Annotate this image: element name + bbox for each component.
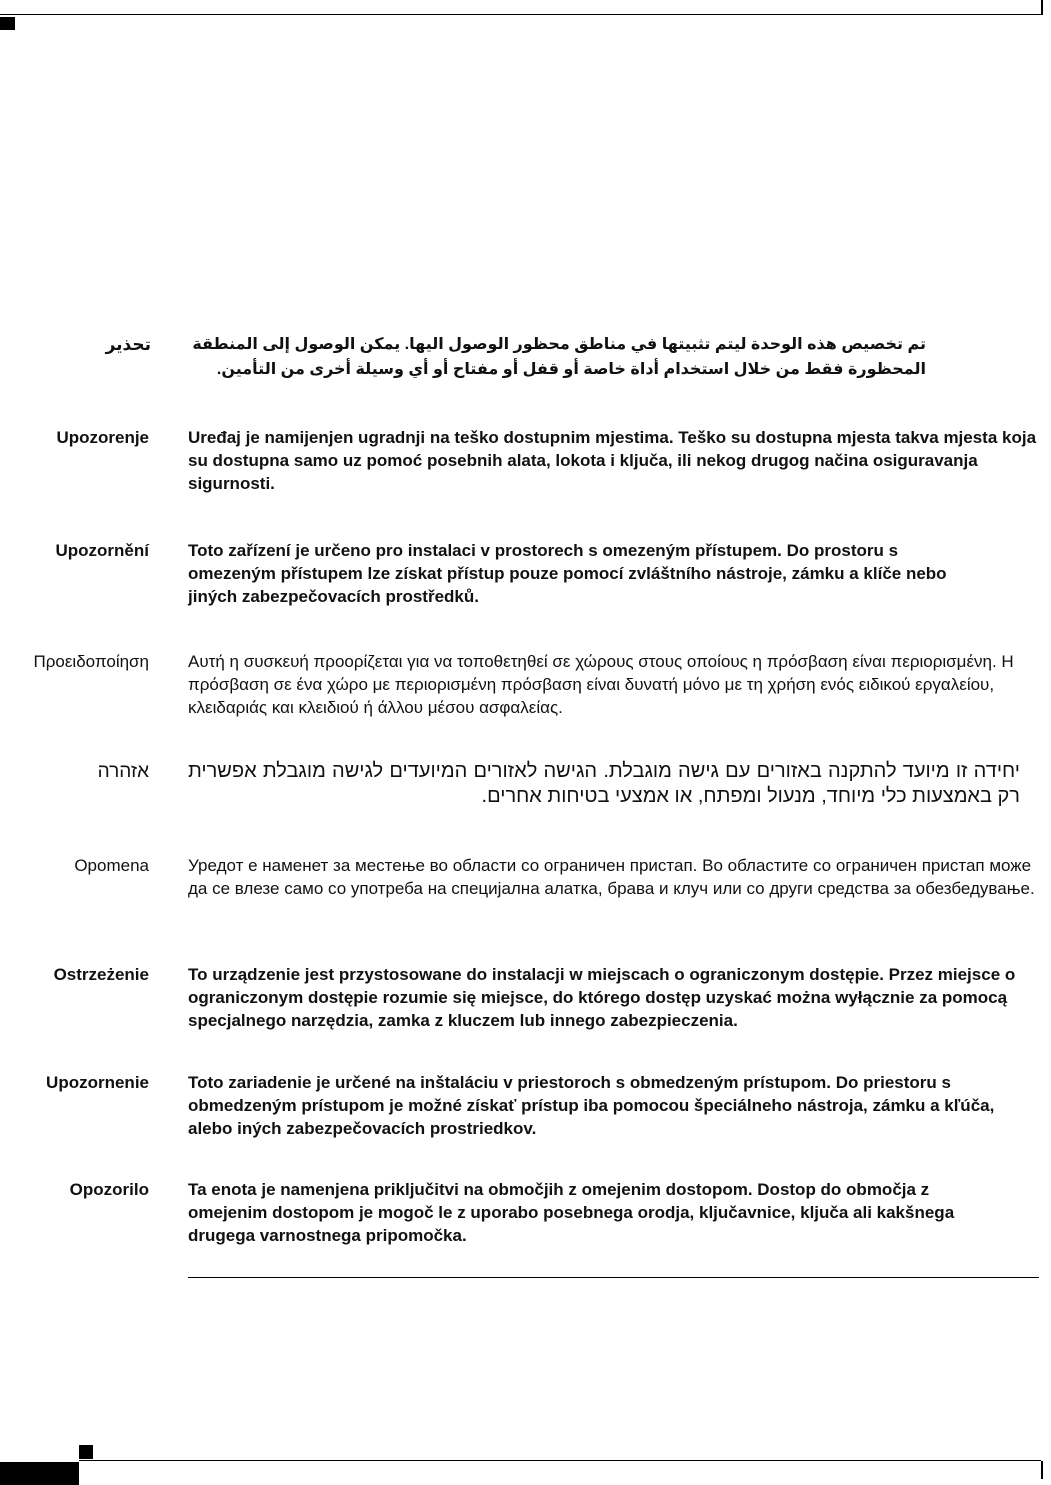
warning-text: Uređaj je namijenjen ugradnji na teško dostupnim mjestima. Teško su dostupna mjesta takva mjesta koja su dostupna samo uz pomoć posebnih alata, lokota i ključa, ili nekog drugog načina osiguravanja sigurnosti. [188,428,1037,493]
footer-rule [79,1460,1041,1461]
warning-text: Toto zařízení je určeno pro instalaci v prostorech s omezeným přístupem. Do prostoru s omezeným přístupem lze získat přístup pouze pomocí zvláštního nástroje, zámku a klíče nebo jiných zabezpečovacích prostředků. [188,541,947,606]
footer-marker-block [79,1445,93,1459]
warning-text: Αυτή η συσκευή προορίζεται για να τοποθετηθεί σε χώρους στους οποίους η πρόσβαση είναι περιορισμένη. Η πρόσβαση σε ένα χώρο με περιορισμένη πρόσβαση είναι δυνατή μόνο με τη χρήση ενός ειδικού εργαλείου, κλειδαριάς και κλειδιού ή άλλου μέσου ασφαλείας. [188,652,1014,717]
warning-text: To urządzenie jest przystosowane do instalacji w miejscach o ograniczonym dostępie. Przez miejsce o ograniczonym dostępie rozumie się miejsce, do którego dostęp uzyskać można wyłącznie za pomocą specjalnego narzędzia, zamka z kluczem lub innego zabezpieczenia. [188,965,1016,1030]
warning-label: Upozorenje [56,428,149,447]
warning-label: تحذير [105,335,151,354]
warning-text: Toto zariadenie je určené na inštaláciu v priestoroch s obmedzeným prístupom. Do priestoru s obmedzeným prístupom je možné získať prístup iba pomocou špeciálneho nástroja, zámku a kľúča, alebo iných zabezpečovacích prostriedkov. [188,1073,995,1138]
section-end-rule [188,1277,1039,1278]
footer-corner-bar [0,1462,79,1485]
warning-text: Ta enota je namenjena priključitvi na območjih z omejenim dostopom. Dostop do območja z omejenim dostopom je mogoč le z uporabo posebnega orodja, ključavnice, ključa ali kakšnega drugega varnostnega pripomočka. [188,1180,955,1245]
warning-text: יחידה זו מיועד להתקנה באזורים עם גישה מוגבלת. הגישה לאזורים המיועדים לגישה מוגבלת אפשרית רק באמצעות כלי מיוחד, מנעול ומפתח, או אמצעי בטיחות אחרים. [188,760,1020,807]
warning-label: Ostrzeżenie [53,965,149,984]
warning-text: Уредот е наменет за местење во области со ограничен пристап. Во областите со ограничен пристап може да се влезе само со употреба на специјална алатка, брава и клуч или со други средства за обезбедување. [188,856,1035,898]
warning-label: אזהרה [97,761,149,782]
header-corner-block [0,17,15,30]
warning-label: Opozorilo [69,1180,149,1199]
header-crop-mark [1041,0,1043,15]
warning-label: Προειδοποίηση [33,652,149,671]
header-rule [0,14,1041,15]
warning-label: Upozornění [55,541,149,560]
warning-text: تم تخصيص هذه الوحدة ليتم تثبيتها في مناطق محظور الوصول اليها. يمكن الوصول إلى المنطقة المحظورة فقط من خلال استخدام أداة خاصة أو قفل أو مفتاح أو أي وسيلة أخرى من التأمين. [192,336,926,378]
footer-crop-mark [1041,1461,1043,1479]
warning-label: Upozornenie [46,1073,149,1092]
warning-label: Opomena [74,856,149,875]
